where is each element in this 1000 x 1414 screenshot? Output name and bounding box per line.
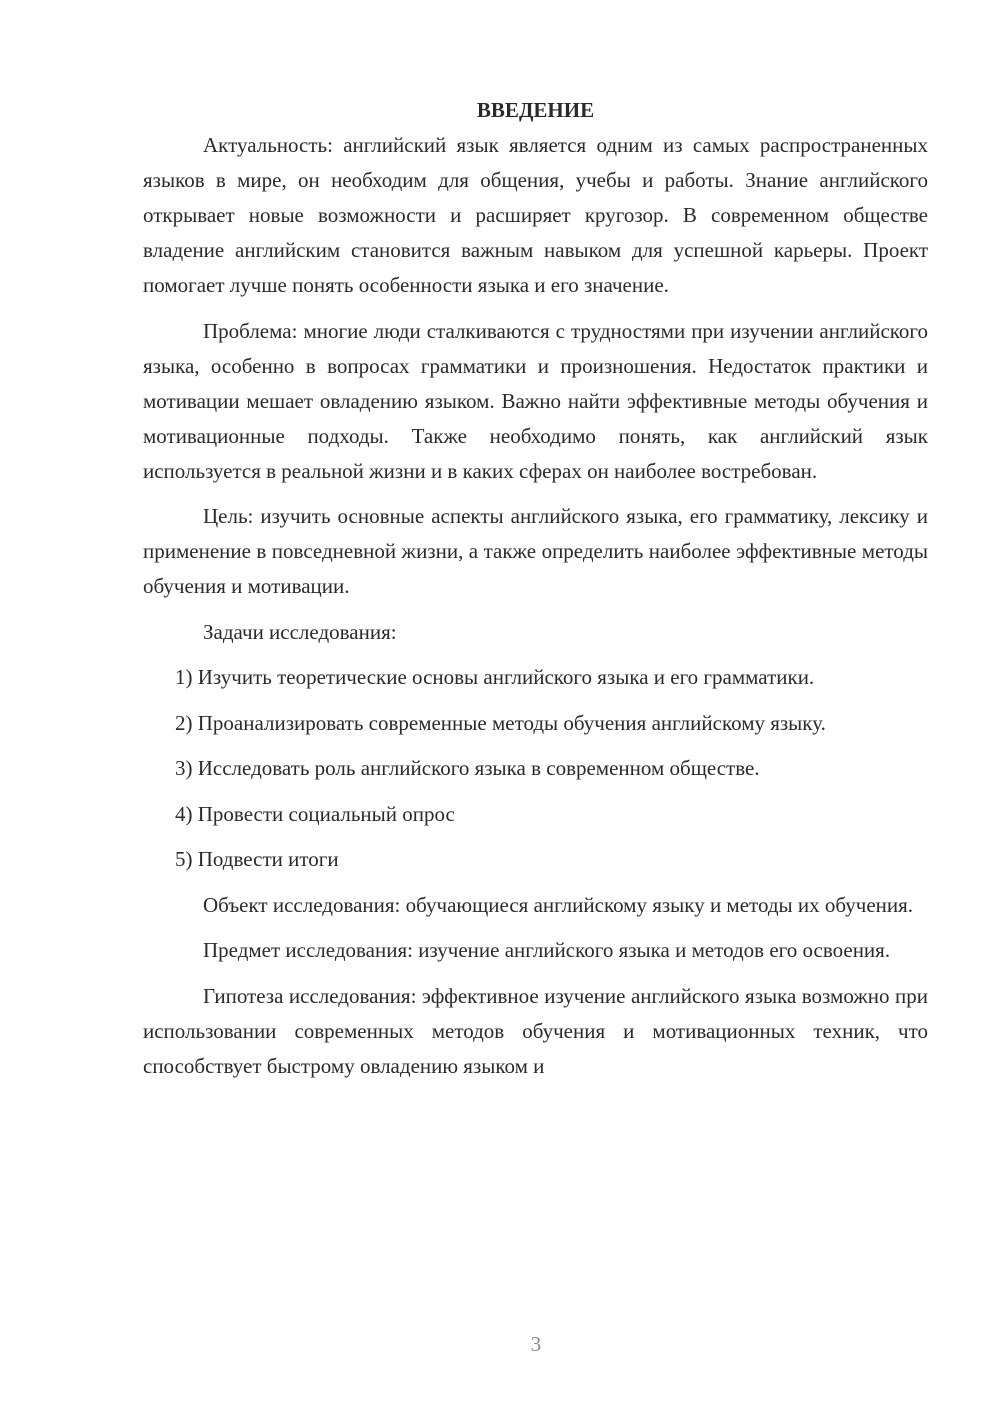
task-item: 5) Подвести итоги <box>175 847 339 871</box>
problem-paragraph: Проблема: многие люди сталкиваются с трудностями при изучении английского языка, особенно в вопросах грамматики и произношения. Недостаток практики и мотивации мешает овладению языком. Важно найти эффективные методы обучения и мотивационные подходы. Также необходимо понять, как английский язык используется в реальной жизни и в каких сферах он наиболее востребован. <box>143 318 928 483</box>
relevance-paragraph: Актуальность: английский язык является одним из самых распространенных языков в мире, он необходим для общения, учебы и работы. Знание английского открывает новые возможности и расширяет кругозор. В современном обществе владение английским становится важным навыком для успешной карьеры. Проект помогает лучше понять особенности языка и его значение. <box>143 133 928 297</box>
task-item: 4) Провести социальный опрос <box>175 801 455 826</box>
tasks-heading: Задачи исследования: <box>203 619 397 644</box>
goal-paragraph: Цель: изучить основные аспекты английского языка, его грамматику, лексику и применение в повседневной жизни, а также определить наиболее эффективные методы обучения и мотивации. <box>143 504 928 598</box>
tasks-list <box>143 660 928 877</box>
task-item: 2) Проанализировать современные методы обучения английскому языку. <box>175 710 826 735</box>
task-item: 3) Исследовать роль английского языка в современном обществе. <box>175 756 760 780</box>
hypothesis-paragraph: Гипотеза исследования: эффективное изучение английского языка возможно при использовании современных методов обучения и мотивационных техник, что способствует быстрому овладению языком и <box>143 983 928 1078</box>
task-item: 1) Изучить теоретические основы английского языка и его грамматики. <box>175 665 815 689</box>
page-content <box>143 92 928 1094</box>
page-number: 3 <box>530 1332 542 1356</box>
object-paragraph: Объект исследования: обучающиеся английскому языку и методы их обучения. <box>203 892 914 917</box>
subject-paragraph: Предмет исследования: изучение английского языка и методов его освоения. <box>203 938 891 962</box>
page-title: ВВЕДЕНИЕ <box>476 98 595 122</box>
